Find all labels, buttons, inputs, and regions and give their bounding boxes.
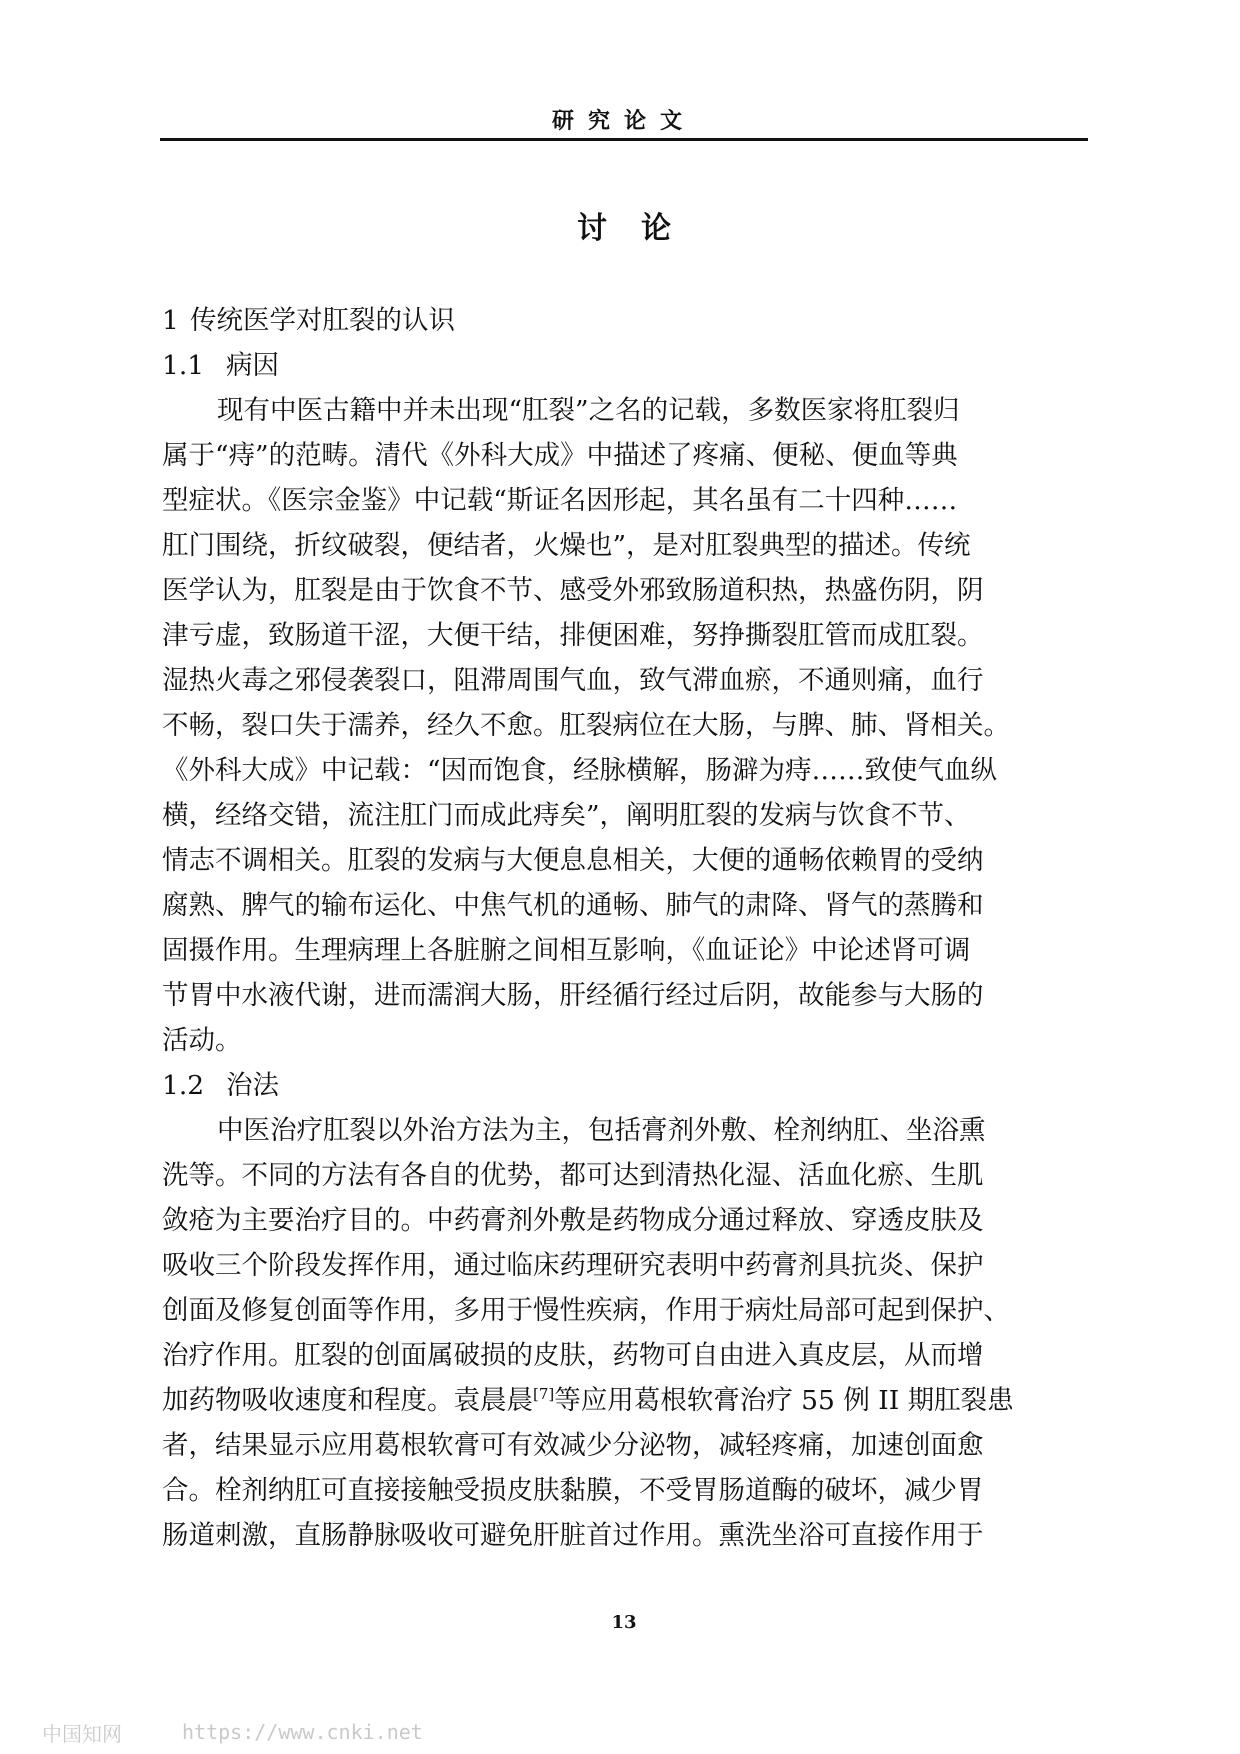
heading-1-2-number: 1.2 xyxy=(162,1070,205,1101)
paragraph-line: 者，结果显示应用葛根软膏可有效减少分泌物，减轻疼痛，加速创面愈 xyxy=(162,1430,984,1461)
paragraph-line: 不畅，裂口失于濡养，经久不愈。肛裂病位在大肠，与脾、肺、肾相关。 xyxy=(162,710,1010,741)
paragraph-line: 属于“痔”的范畴。清代《外科大成》中描述了疼痛、便秘、便血等典 xyxy=(162,440,958,471)
citation-text-after: 等应用葛根软膏治疗 55 例 II 期肛裂患 xyxy=(554,1385,1014,1416)
watermark-url: https://www.cnki.net xyxy=(182,1720,423,1744)
paragraph-line: 横，经络交错，流注肛门而成此痔矣”，阐明肛裂的发病与饮食不节、 xyxy=(162,800,971,831)
paragraph-line: 吸收三个阶段发挥作用，通过临床药理研究表明中药膏剂具抗炎、保护 xyxy=(162,1250,984,1281)
paragraph-line: 活动。 xyxy=(162,1025,242,1056)
paragraph-line: 敛疮为主要治疗目的。中药膏剂外敷是药物成分通过释放、穿透皮肤及 xyxy=(162,1205,984,1236)
paragraph-line: 合。栓剂纳肛可直接接触受损皮肤黏膜，不受胃肠道酶的破坏，减少胃 xyxy=(162,1475,984,1506)
heading-1-number: 1 xyxy=(162,305,179,336)
paragraph-line: 创面及修复创面等作用，多用于慢性疾病，作用于病灶局部可起到保护、 xyxy=(162,1295,1010,1326)
paragraph-line: 津亏虚，致肠道干涩，大便干结，排便困难，努挣撕裂肛管而成肛裂。 xyxy=(162,620,984,651)
heading-1-title: 传统医学对肛裂的认识 xyxy=(190,305,455,336)
citation-mark: [7] xyxy=(533,1385,555,1403)
paragraph-line-with-citation xyxy=(162,1378,1070,1423)
paragraph-line: 固摄作用。生理病理上各脏腑之间相互影响，《血证论》中论述肾可调 xyxy=(162,935,971,966)
paragraph-line: 节胃中水液代谢，进而濡润大肠，肝经循行经过后阴，故能参与大肠的 xyxy=(162,980,984,1011)
header-rule xyxy=(160,138,1088,141)
heading-1-1-number: 1.1 xyxy=(162,350,205,381)
heading-1-1 xyxy=(162,343,1070,388)
paragraph-line: 治疗作用。肛裂的创面属破损的皮肤，药物可自由进入真皮层，从而增 xyxy=(162,1340,984,1371)
paragraph-line: 中医治疗肛裂以外治方法为主，包括膏剂外敷、栓剂纳肛、坐浴熏 xyxy=(217,1115,986,1146)
heading-1-1-title: 病因 xyxy=(226,350,279,381)
paragraph-line: 情志不调相关。肛裂的发病与大便息息相关，大便的通畅依赖胃的受纳 xyxy=(162,845,984,876)
paragraph-causes xyxy=(162,388,1070,1063)
heading-1-2-title: 治法 xyxy=(226,1070,279,1101)
paragraph-line: 肛门围绕，折纹破裂，便结者，火燥也”，是对肛裂典型的描述。传统 xyxy=(162,530,971,561)
page-number: 13 xyxy=(611,1612,637,1633)
citation-text-before: 加药物吸收速度和程度。袁晨晨 xyxy=(162,1385,533,1416)
paragraph-treatment xyxy=(162,1108,1070,1558)
heading-1-2 xyxy=(162,1063,1070,1108)
paragraph-line: 医学认为，肛裂是由于饮食不节、感受外邪致肠道积热，热盛伤阴，阴 xyxy=(162,575,984,606)
section-title: 讨论 xyxy=(577,211,705,246)
paragraph-line: 肠道刺激，直肠静脉吸收可避免肝脏首过作用。熏洗坐浴可直接作用于 xyxy=(162,1520,984,1551)
paragraph-line: 洗等。不同的方法有各自的优势，都可达到清热化湿、活血化瘀、生肌 xyxy=(162,1160,984,1191)
paragraph-line: 《外科大成》中记载：“因而饱食，经脉横解，肠澼为痔……致使气血纵 xyxy=(162,755,998,786)
heading-1 xyxy=(162,298,1070,343)
body-text xyxy=(162,298,1070,1558)
paragraph-line: 现有中医古籍中并未出现“肛裂”之名的记载，多数医家将肛裂归 xyxy=(217,395,960,426)
watermark-name: 中国知网 xyxy=(42,1722,122,1746)
paragraph-line: 腐熟、脾气的输布运化、中焦气机的通畅、肺气的肃降、肾气的蒸腾和 xyxy=(162,890,984,921)
running-header: 研究论文 xyxy=(551,108,696,134)
paragraph-line: 型症状。《医宗金鉴》中记载“斯证名因形起，其名虽有二十四种…… xyxy=(162,485,958,516)
paragraph-line: 湿热火毒之邪侵袭裂口，阻滞周围气血，致气滞血瘀，不通则痛，血行 xyxy=(162,665,984,696)
